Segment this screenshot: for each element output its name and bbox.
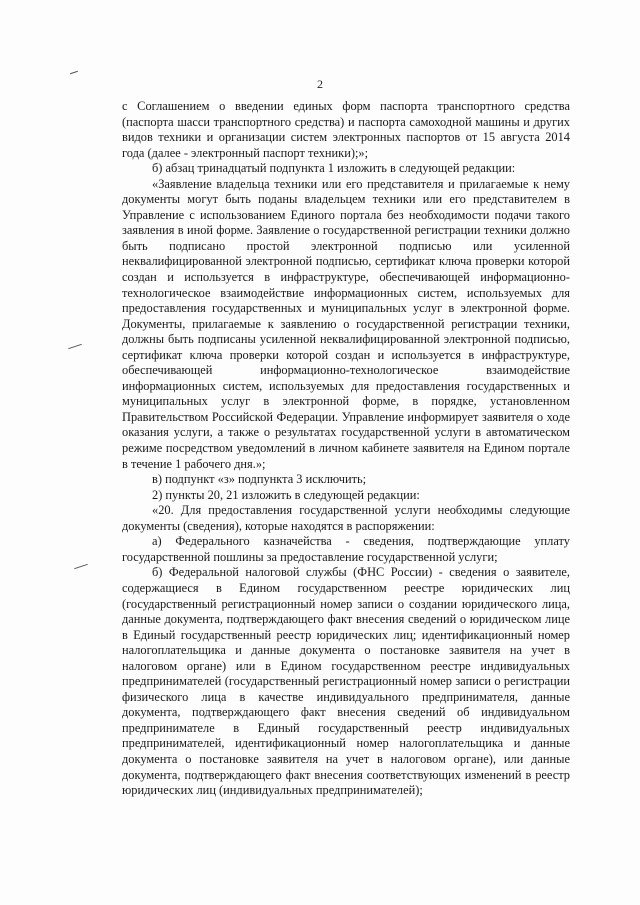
paragraph: б) абзац тринадцатый подпункта 1 изложить в следующей редакции: xyxy=(152,161,516,176)
page-number: 2 xyxy=(317,77,323,91)
paragraph: с Соглашением о введении единых форм паспорта транспортного средства (паспорта шасси транспортного средства) и паспорта самоходной машины и других видов техники и организации систем электронных паспортов от 15 августа 2014 года (далее - электронный паспорт техники);»; xyxy=(122,99,570,160)
paragraph: «20. Для предоставления государственной услуги необходимы следующие документы (сведения), которые находятся в распоряжении: xyxy=(122,503,570,533)
paragraph: а) Федерального казначейства - сведения, подтверждающие уплату государственной пошлины за предоставление государственной услуги; xyxy=(122,534,570,564)
document-body xyxy=(122,99,570,799)
scan-margin-mark xyxy=(74,564,88,569)
paragraph: б) Федеральной налоговой службы (ФНС России) - сведения о заявителе, содержащиеся в Едином государственном реестре юридических лиц (государственный регистрационный номер записи о создании юридического лица, данные документа, подтверждающего факт внесения сведений о юридическом лице в Единый государственный реестр юридических лиц; идентификационный номер налогоплательщика и данные документа о постановке заявителя на учет в налоговом органе) или в Едином государственном реестре индивидуальных предпринимателей (государственный регистрационный номер записи о регистрации физического лица в качестве индивидуального предпринимателя, данные документа, подтверждающего факт внесения сведений об индивидуальном предпринимателе в Единый государственный реестр индивидуальных предпринимателей, идентификационный номер налогоплательщика и данные документа о постановке заявителя на учет в налоговом органе), или данные документа, подтверждающего факт внесения соответствующих изменений в реестр юридических лиц (индивидуальных предпринимателей); xyxy=(122,565,570,798)
paragraph: «Заявление владельца техники или его представителя и прилагаемые к нему документы могут быть поданы владельцем техники или его представителем в Управление с использованием Единого портала без необходимости подачи такого заявления в иной форме. Заявление о государственной регистрации техники должно быть подписано простой электронной подписью или усиленной неквалифицированной электронной подписью, сертификат ключа проверки которой создан и используется в инфраструктуре, обеспечивающей информационно-технологическое взаимодействие информационных систем, используемых для предоставления государственных и муниципальных услуг в электронной форме. Документы, прилагаемые к заявлению о государственной регистрации техники, должны быть подписаны усиленной неквалифицированной электронной подписью, сертификат ключа проверки которой создан и используется в инфраструктуре, обеспечивающей информационно-технологическое взаимодействие информационных систем, используемых для предоставления государственных и муниципальных услуг в электронной форме, в порядке, установленном Правительством Российской Федерации. Управление информирует заявителя о ходе оказания услуги, а также о результатах государственной услуги в автоматическом режиме посредством уведомлений в личном кабинете заявителя на Едином портале в течение 1 рабочего дня.»; xyxy=(122,176,570,471)
scan-margin-mark xyxy=(70,71,78,74)
paragraph: 2) пункты 20, 21 изложить в следующей редакции: xyxy=(152,487,420,502)
scan-margin-mark xyxy=(68,344,82,349)
paragraph: в) подпункт «з» подпункта 3 исключить; xyxy=(152,472,367,487)
